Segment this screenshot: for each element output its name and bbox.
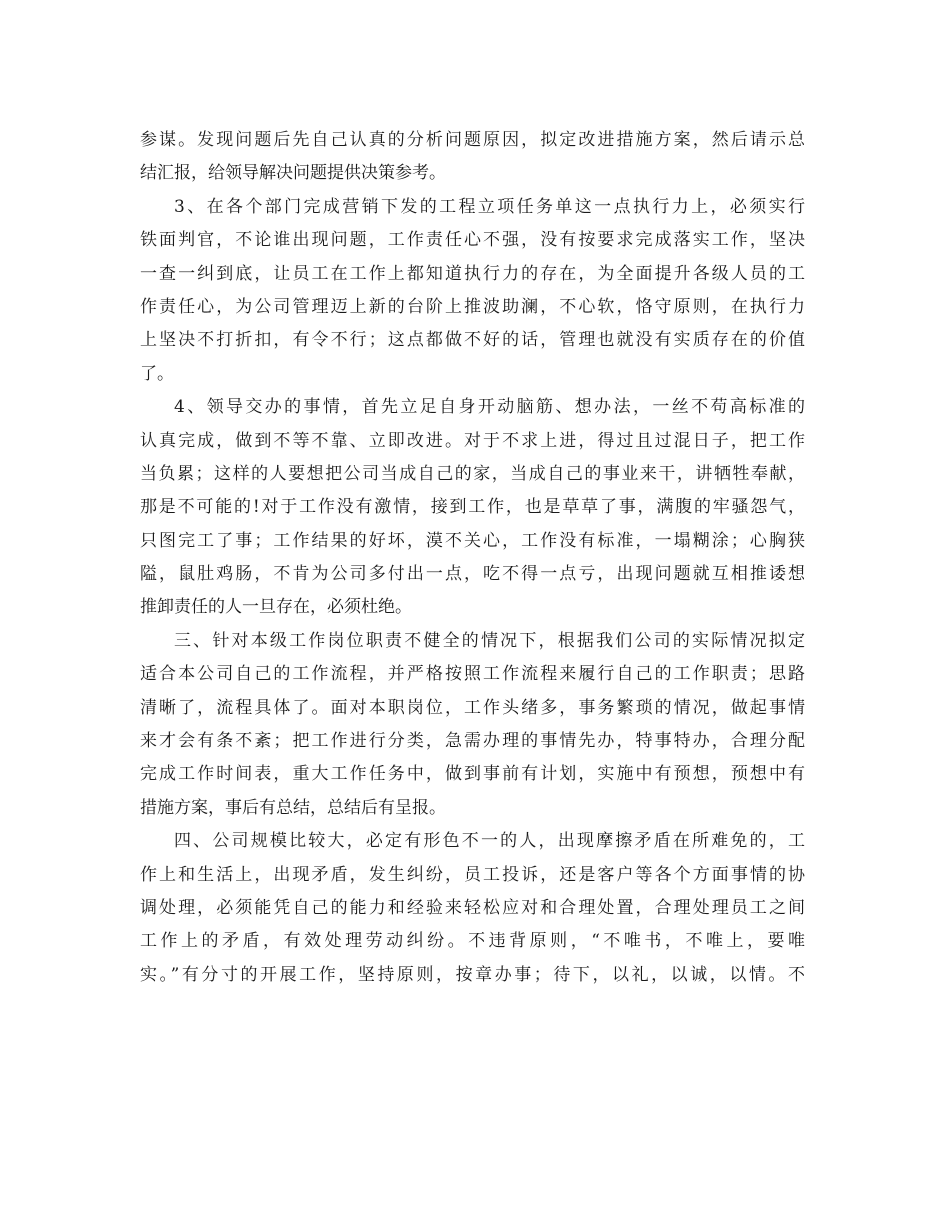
text-line: 认真完成，做到不等不靠、立即改进。对于不求上进，得过且过混日子，把工作 (140, 430, 805, 451)
text-line: 完成工作时间表，重大工作任务中，做到事前有计划，实施中有预想，预想中有 (140, 764, 805, 785)
text-line: 清晰了，流程具体了。面对本职岗位，工作头绪多，事务繁琐的情况，做起事情 (140, 697, 805, 718)
text-line: 铁面判官，不论谁出现问题，工作责任心不强，没有按要求完成落实工作，坚决 (140, 230, 805, 251)
text-line: 适合本公司自己的工作流程，并严格按照工作流程来履行自己的工作职责；思路 (140, 664, 805, 685)
text-line: 工作上的矛盾，有效处理劳动纠纷。不违背原则，“不唯书，不唯上，要唯 (140, 931, 805, 952)
text-line: 作上和生活上，出现矛盾，发生纠纷，员工投诉，还是客户等各个方面事情的协 (140, 864, 805, 885)
text-line: 3、在各个部门完成营销下发的工程立项任务单这一点执行力上，必须实行 (174, 196, 805, 217)
text-line: 隘，鼠肚鸡肠，不肯为公司多付出一点，吃不得一点亏，出现问题就互相推诿想 (140, 564, 805, 585)
text-line: 来才会有条不紊；把工作进行分类，急需办理的事情先办，特事特办，合理分配 (140, 731, 805, 752)
text-line: 三、针对本级工作岗位职责不健全的情况下，根据我们公司的实际情况拟定 (174, 630, 805, 651)
text-line: 实。”有分寸的开展工作，坚持原则，按章办事；待下，以礼，以诚，以情。不 (140, 964, 805, 985)
text-line: 结汇报，给领导解决问题提供决策参考。 (140, 163, 446, 184)
text-line: 推卸责任的人一旦存在，必须杜绝。 (140, 597, 412, 618)
document-body (140, 124, 805, 992)
text-line: 4、领导交办的事情，首先立足自身开动脑筋、想办法，一丝不苟高标准的 (174, 397, 805, 418)
text-line: 了。 (140, 363, 174, 384)
text-line: 四、公司规模比较大，必定有形色不一的人，出现摩擦矛盾在所难免的，工 (174, 831, 805, 852)
text-line: 只图完工了事；工作结果的好坏，漠不关心，工作没有标准，一塌糊涂；心胸狭 (140, 530, 805, 551)
text-line: 一查一纠到底，让员工在工作上都知道执行力的存在，为全面提升各级人员的工 (140, 263, 805, 284)
text-line: 参谋。发现问题后先自己认真的分析问题原因，拟定改进措施方案，然后请示总 (140, 130, 805, 150)
text-line: 当负累；这样的人要想把公司当成自己的家，当成自己的事业来干，讲牺牲奉献， (140, 463, 805, 484)
text-line: 上坚决不打折扣，有令不行；这点都做不好的话，管理也就没有实质存在的价值 (140, 330, 805, 351)
text-line: 作责任心，为公司管理迈上新的台阶上推波助澜，不心软，恪守原则，在执行力 (140, 296, 805, 317)
text-line: 调处理，必须能凭自己的能力和经验来轻松应对和合理处置，合理处理员工之间 (140, 897, 805, 918)
text-line: 那是不可能的!对于工作没有激情，接到工作，也是草草了事，满腹的牢骚怨气， (140, 497, 805, 518)
text-line: 措施方案，事后有总结，总结后有呈报。 (140, 797, 446, 818)
